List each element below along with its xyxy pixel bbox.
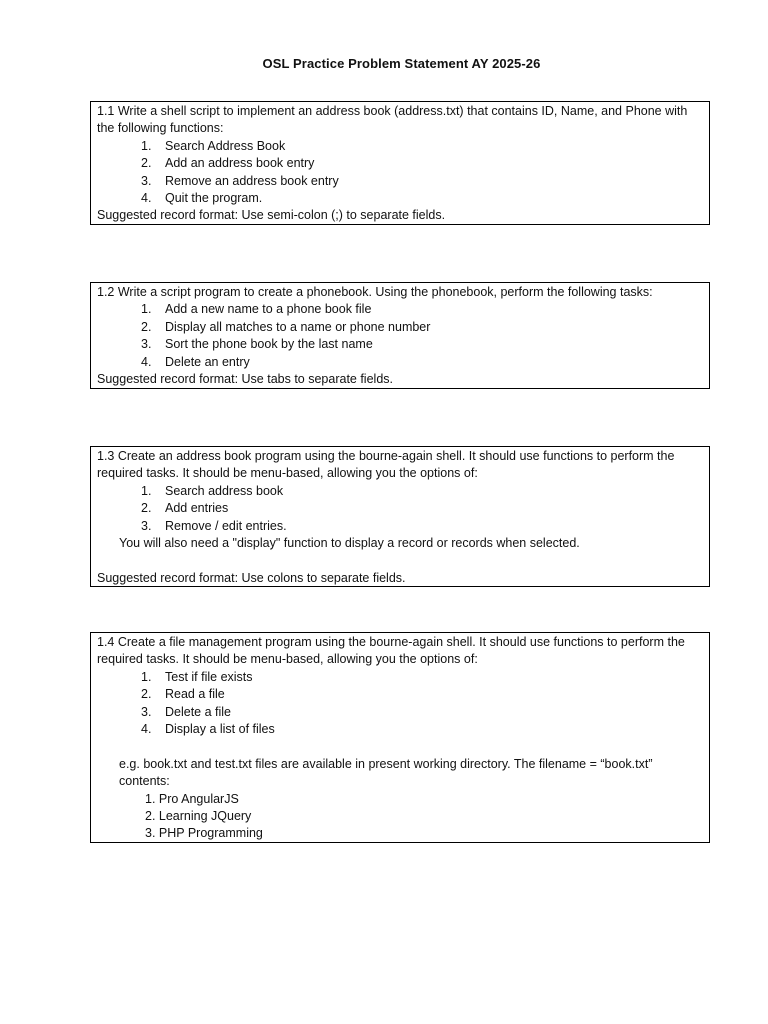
item-text: Search Address Book <box>165 138 286 153</box>
item-number: 1. <box>141 138 152 153</box>
record-format: Suggested record format: Use tabs to separate fields. <box>97 372 393 387</box>
problem-box-1-1 <box>90 101 710 225</box>
item-number: 1. <box>141 302 152 317</box>
item-number: 2. <box>141 156 152 171</box>
item-number: 4. <box>141 191 152 206</box>
problem-box-1-3 <box>90 446 710 587</box>
list-item <box>97 704 703 721</box>
example-line: e.g. book.txt and test.txt files are available in present working directory. The filename = “book.txt” <box>119 756 653 771</box>
item-text: Remove an address book entry <box>165 173 339 188</box>
item-number: 4. <box>141 354 152 369</box>
problem-intro: 1.4 Create a file management program using the bourne-again shell. It should use functions to perform the required tasks. It should be menu-based, allowing you the options of: <box>97 635 685 667</box>
problem-box-1-2 <box>90 282 710 389</box>
item-text: Add entries <box>165 501 229 516</box>
record-format: Suggested record format: Use semi-colon (;) to separate fields. <box>97 208 446 223</box>
item-number: 2. <box>141 687 152 702</box>
spacer <box>97 552 703 569</box>
list-item <box>97 190 703 207</box>
item-text: Quit the program. <box>165 191 263 206</box>
file-content-line: 2. Learning JQuery <box>145 809 252 824</box>
list-item <box>97 155 703 172</box>
item-number: 3. <box>141 518 152 533</box>
list-item <box>97 138 703 155</box>
example-contents-label: contents: <box>119 774 170 789</box>
display-function-note: You will also need a "display" function to display a record or records when selected. <box>119 536 580 551</box>
item-number: 3. <box>141 337 152 352</box>
list-item <box>97 301 703 318</box>
list-item <box>97 500 703 517</box>
page-title: OSL Practice Problem Statement AY 2025-26 <box>262 56 541 71</box>
file-content-line: 1. Pro AngularJS <box>145 791 239 806</box>
item-number: 1. <box>141 669 152 684</box>
item-text: Remove / edit entries. <box>165 518 287 533</box>
item-number: 4. <box>141 722 152 737</box>
item-text: Read a file <box>165 687 225 702</box>
item-text: Add an address book entry <box>165 156 315 171</box>
item-text: Test if file exists <box>165 669 253 684</box>
problem-intro: 1.3 Create an address book program using the bourne-again shell. It should use functions to perform the required tasks. It should be menu-based, allowing you the options of: <box>97 449 675 481</box>
file-content-line: 3. PHP Programming <box>145 826 263 841</box>
item-text: Delete a file <box>165 704 232 719</box>
item-text: Search address book <box>165 483 284 498</box>
item-number: 1. <box>141 483 152 498</box>
list-item <box>97 319 703 336</box>
item-number: 2. <box>141 319 152 334</box>
list-item <box>97 483 703 500</box>
record-format: Suggested record format: Use colons to separate fields. <box>97 570 406 585</box>
list-item <box>97 173 703 190</box>
problem-intro: 1.1 Write a shell script to implement an address book (address.txt) that contains ID, Name, and Phone with the following functions: <box>97 104 688 136</box>
item-text: Display a list of files <box>165 722 275 737</box>
item-text: Sort the phone book by the last name <box>165 337 373 352</box>
problem-box-1-4 <box>90 632 710 843</box>
item-number: 3. <box>141 173 152 188</box>
list-item <box>97 354 703 371</box>
list-item <box>97 721 703 738</box>
item-number: 3. <box>141 704 152 719</box>
item-text: Delete an entry <box>165 354 250 369</box>
problem-intro: 1.2 Write a script program to create a phonebook. Using the phonebook, perform the following tasks: <box>97 285 653 299</box>
item-text: Add a new name to a phone book file <box>165 302 372 317</box>
item-text: Display all matches to a name or phone number <box>165 319 431 334</box>
list-item <box>97 669 703 686</box>
list-item <box>97 336 703 353</box>
item-number: 2. <box>141 501 152 516</box>
list-item <box>97 518 703 535</box>
list-item <box>97 686 703 703</box>
spacer <box>97 738 703 755</box>
